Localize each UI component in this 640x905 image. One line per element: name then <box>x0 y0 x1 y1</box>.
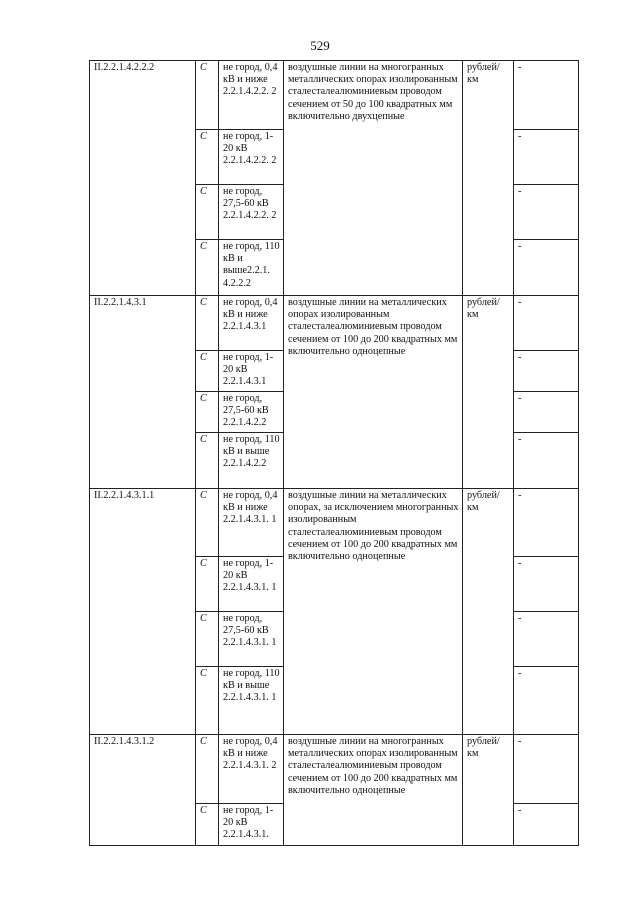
value-cell: - <box>514 185 579 240</box>
flag-cell: С <box>196 185 219 240</box>
item-code: II.2.2.1.4.2.2.2 <box>90 61 196 296</box>
table-row <box>90 735 579 804</box>
flag-cell: С <box>196 61 219 130</box>
condition-cell: не город, 27,5-60 кВ 2.2.1.4.3.1. 1 <box>219 612 284 667</box>
condition-cell: не город, 0,4 кВ и ниже 2.2.1.4.3.1 <box>219 296 284 351</box>
item-description: воздушные линии на металлических опорах, за исключением многогранных изолированным сталесталеалюминиевым проводом сечением от 100 до 200 квадратных мм включительно одноцепные <box>284 489 463 735</box>
value-cell: - <box>514 296 579 351</box>
flag-cell: С <box>196 296 219 351</box>
flag-cell: С <box>196 392 219 433</box>
table-row <box>90 296 579 351</box>
value-cell: - <box>514 433 579 489</box>
condition-cell: не город, 0,4 кВ и ниже 2.2.1.4.2.2. 2 <box>219 61 284 130</box>
tariff-table <box>89 60 579 846</box>
flag-cell: С <box>196 433 219 489</box>
condition-cell: не город, 1-20 кВ 2.2.1.4.3.1. 1 <box>219 557 284 612</box>
condition-cell: не город, 0,4 кВ и ниже 2.2.1.4.3.1. 1 <box>219 489 284 557</box>
item-description: воздушные линии на металлических опорах изолированным сталесталеалюминиевым проводом сечением от 100 до 200 квадратных мм включительно одноцепные <box>284 296 463 489</box>
item-unit: рублей/ км <box>463 489 514 735</box>
item-code: II.2.2.1.4.3.1.1 <box>90 489 196 735</box>
table-row <box>90 61 579 130</box>
condition-cell: не город, 110 кВ и выше 2.2.1.4.3.1. 1 <box>219 667 284 735</box>
flag-cell: С <box>196 351 219 392</box>
item-code: II.2.2.1.4.3.1 <box>90 296 196 489</box>
page-number: 529 <box>310 38 330 53</box>
condition-cell: не город, 1-20 кВ 2.2.1.4.2.2. 2 <box>219 130 284 185</box>
flag-cell: С <box>196 130 219 185</box>
flag-cell: С <box>196 612 219 667</box>
value-cell: - <box>514 61 579 130</box>
condition-cell: не город, 27,5-60 кВ 2.2.1.4.2.2 <box>219 392 284 433</box>
value-cell: - <box>514 240 579 296</box>
flag-cell: С <box>196 557 219 612</box>
value-cell: - <box>514 489 579 557</box>
condition-cell: не город, 0,4 кВ и ниже 2.2.1.4.3.1. 2 <box>219 735 284 804</box>
condition-cell: не город, 1-20 кВ 2.2.1.4.3.1. <box>219 804 284 846</box>
condition-cell: не город, 27,5-60 кВ 2.2.1.4.2.2. 2 <box>219 185 284 240</box>
value-cell: - <box>514 612 579 667</box>
condition-cell: не город, 110 кВ и выше 2.2.1.4.2.2 <box>219 433 284 489</box>
item-description: воздушные линии на многогранных металлических опорах изолированным сталесталеалюминиевым проводом сечением от 50 до 100 квадратных мм включительно двухцепные <box>284 61 463 296</box>
table-row <box>90 489 579 557</box>
condition-cell: не город, 1-20 кВ 2.2.1.4.3.1 <box>219 351 284 392</box>
item-code: II.2.2.1.4.3.1.2 <box>90 735 196 846</box>
condition-cell: не город, 110 кВ и выше2.2.1. 4.2.2.2 <box>219 240 284 296</box>
value-cell: - <box>514 351 579 392</box>
value-cell: - <box>514 392 579 433</box>
value-cell: - <box>514 735 579 804</box>
flag-cell: С <box>196 804 219 846</box>
item-description: воздушные линии на многогранных металлических опорах изолированным сталесталеалюминиевым проводом сечением от 100 до 200 квадратных мм включительно одноцепные <box>284 735 463 846</box>
item-unit: рублей/ км <box>463 61 514 296</box>
item-unit: рублей/ км <box>463 735 514 846</box>
value-cell: - <box>514 804 579 846</box>
flag-cell: С <box>196 667 219 735</box>
flag-cell: С <box>196 735 219 804</box>
value-cell: - <box>514 130 579 185</box>
item-unit: рублей/ км <box>463 296 514 489</box>
value-cell: - <box>514 667 579 735</box>
value-cell: - <box>514 557 579 612</box>
flag-cell: С <box>196 489 219 557</box>
flag-cell: С <box>196 240 219 296</box>
